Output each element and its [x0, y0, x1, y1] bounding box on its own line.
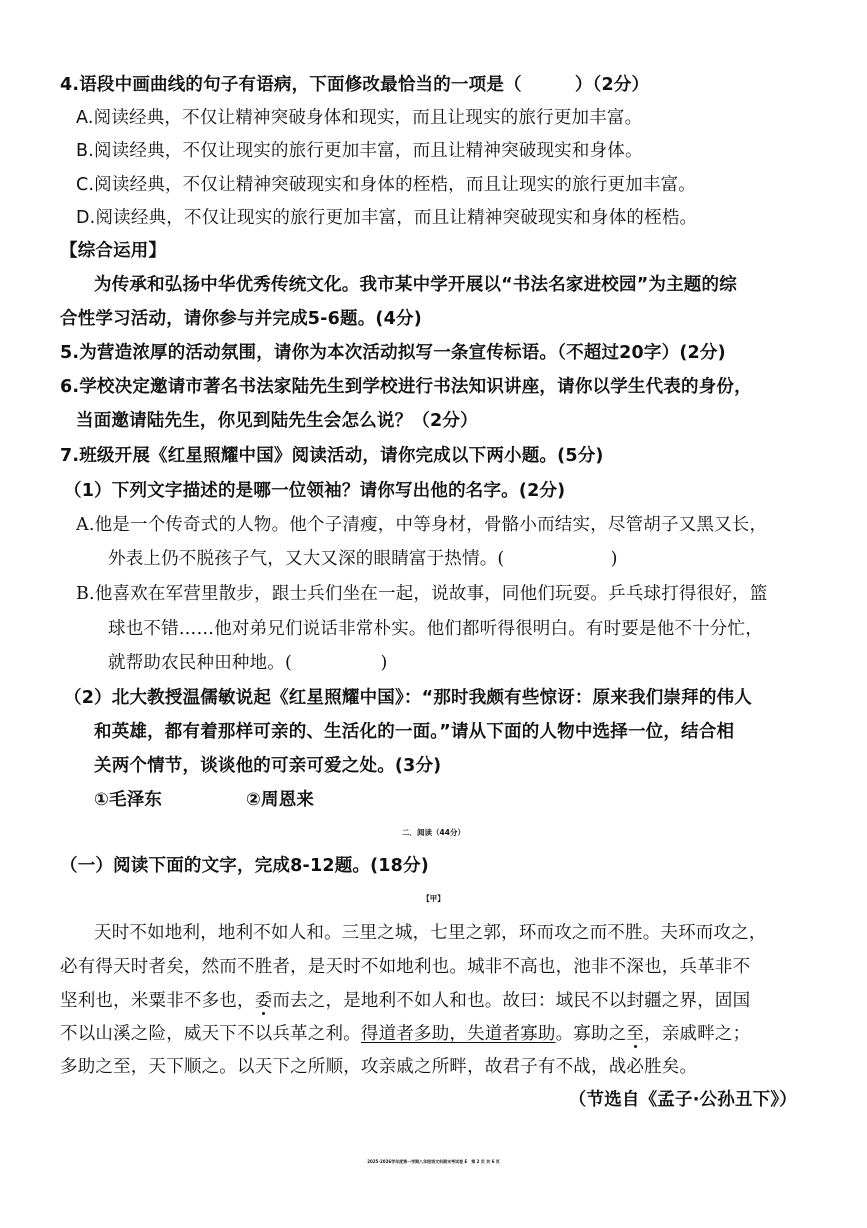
passage-line4-part-c: ，亲戚畔之；	[644, 1024, 751, 1044]
q4-option-a: A.阅读经典，不仅让精神突破身体和现实，而且让现实的旅行更加丰富。	[76, 108, 643, 128]
q4-stem: 4.语段中画曲线的句子有语病，下面修改最恰当的一项是（ ）（2分）	[60, 75, 650, 95]
page-footer: 2025-2026学年度第一学期八年级语文科期末考试卷 E 第 2 页 共 6 页	[367, 1159, 500, 1164]
q7-stem: 7.班级开展《红星照耀中国》阅读活动，请你完成以下两小题。(5分)	[60, 446, 604, 466]
q7-a-line2: 外表上仍不脱孩子气，又大又深的眼睛富于热情。( )	[108, 549, 618, 569]
part2-sub1: （一）阅读下面的文字，完成8-12题。(18分)	[60, 856, 429, 876]
passage-line4-part-b: 。寡助之	[555, 1024, 627, 1044]
dotted-char-wei: 委	[254, 991, 273, 1011]
passage-line5: 多助之至，天下顺之。以天下之所顺，攻亲戚之所畔，故君子有不战，战必胜矣。	[60, 1057, 698, 1077]
passage-line4-part-a: 不以山溪之险，威天下不以兵革之利。	[60, 1024, 361, 1044]
q7-choice-mao: ①毛泽东	[94, 790, 163, 810]
passage-source: （节选自《孟子·公孙丑下》）	[568, 1090, 797, 1110]
q7-b-line2: 球也不错……他对弟兄们说话非常朴实。他们都听得很明白。有时要是他不十分忙，	[108, 619, 763, 639]
q7-sub2-line1: （2）北大教授温儒敏说起《红星照耀中国》：“那时我颇有些惊讶：原来我们崇拜的伟人	[64, 688, 752, 708]
q7-b-line1: B.他喜欢在军营里散步，跟士兵们坐在一起，说故事，同他们玩耍。乒乓球打得很好，篮	[76, 584, 768, 604]
section-heading-zonghe: 【综合运用】	[60, 241, 167, 261]
q4-option-d: D.阅读经典，不仅让现实的旅行更加丰富，而且让精神突破现实和身体的桎梏。	[76, 208, 698, 228]
q7-sub1: （1）下列文字描述的是哪一位领袖？请你写出他的名字。(2分)	[64, 481, 566, 501]
part2-title: 二．阅读（44分）	[402, 828, 465, 837]
q5-text: 5.为营造浓厚的活动氛围，请你为本次活动拟写一条宣传标语。（不超过20字）(2分)	[60, 343, 726, 363]
zonghe-intro-line1: 为传承和弘扬中华优秀传统文化。我市某中学开展以“书法名家进校园”为主题的综	[94, 275, 737, 295]
passage-line3	[60, 989, 750, 1013]
q4-option-c: C.阅读经典，不仅让精神突破现实和身体的桎梏，而且让现实的旅行更加丰富。	[76, 175, 696, 195]
passage-label-jia: 【甲】	[422, 894, 445, 903]
underlined-sentence: 得道者多助，失道者寡助	[360, 1024, 556, 1044]
q4-option-b: B.阅读经典，不仅让现实的旅行更加丰富，而且让精神突破现实和身体。	[76, 141, 643, 161]
passage-line1: 天时不如地利，地利不如人和。三里之城，七里之郭，环而攻之而不胜。夫环而攻之，	[94, 923, 767, 943]
passage-line3-part-b: 而去之，是地利不如人和也。故曰：域民不以封疆之界，固国	[272, 991, 751, 1011]
passage-line2: 必有得天时者矣，然而不胜者，是天时不如地利也。城非不高也，池非不深也，兵革非不	[60, 957, 751, 977]
q7-choice-zhou: ②周恩来	[246, 790, 315, 810]
q7-sub2-line3: 关两个情节，谈谈他的可亲可爱之处。(3分)	[94, 756, 442, 776]
q6-line2: 当面邀请陆先生，你见到陆先生会怎么说？（2分）	[76, 411, 478, 431]
q7-b-line3: 就帮助农民种田种地。( )	[108, 653, 388, 673]
dotted-char-zhi: 至	[626, 1024, 645, 1044]
passage-line3-part-a: 坚利也，米粟非不多也，	[60, 991, 255, 1011]
zonghe-intro-line2: 合性学习活动，请你参与并完成5-6题。(4分)	[60, 309, 422, 329]
q6-line1: 6.学校决定邀请市著名书法家陆先生到学校进行书法知识讲座，请你以学生代表的身份，	[60, 377, 752, 397]
q7-a-line1: A.他是一个传奇式的人物。他个子清瘦，中等身材，骨骼小而结实，尽管胡子又黑又长，	[76, 515, 768, 535]
q7-sub2-line2: 和英雄，都有着那样可亲的、生活化的一面。”请从下面的人物中选择一位，结合相	[94, 722, 735, 742]
passage-line4	[60, 1022, 750, 1046]
